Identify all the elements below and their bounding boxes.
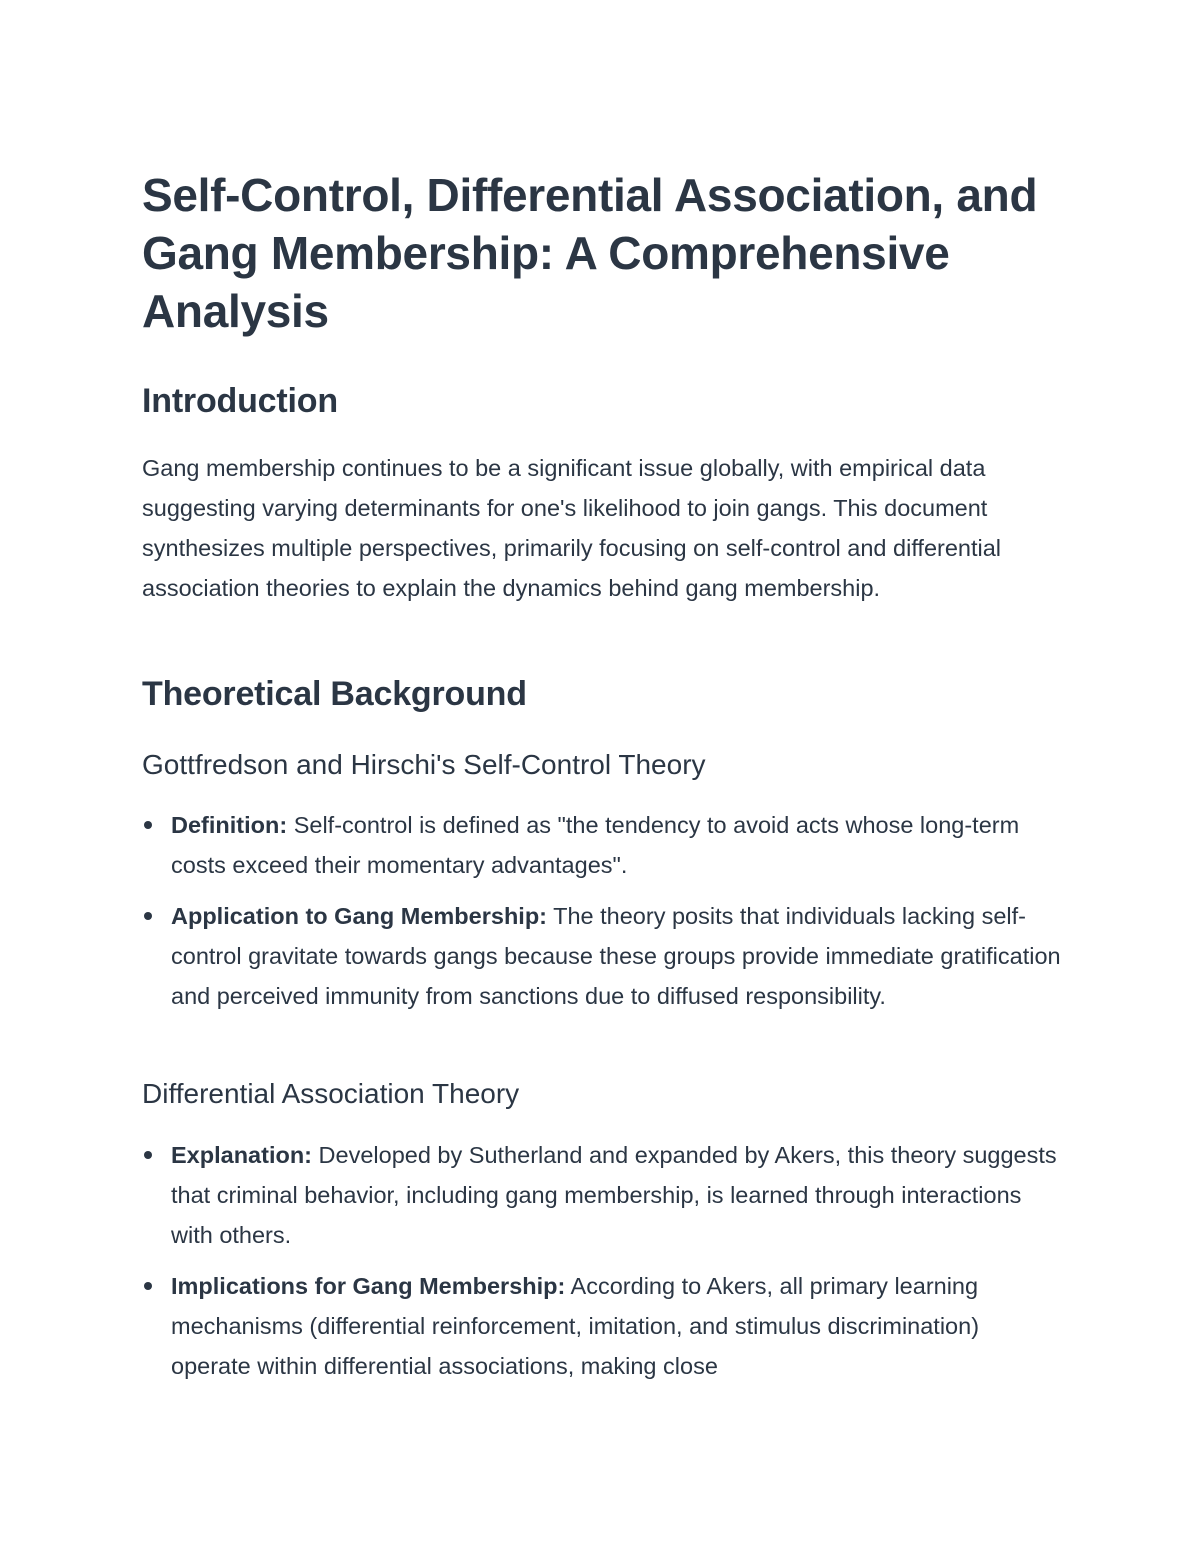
introduction-heading: Introduction (142, 382, 338, 420)
bullet-icon (144, 1151, 152, 1159)
list-item-text: Developed by Sutherland and expanded by Akers, this theory suggests that criminal behavior, including gang membership, is learned through interactions with others. (171, 1142, 1057, 1248)
introduction-paragraph: Gang membership continues to be a significant issue globally, with empirical data suggesting varying determinants for one's likelihood to join gangs. This document synthesizes multiple perspectives, primarily focusing on self-control and differential association theories to explain the dynamics behind gang membership. (142, 455, 1002, 601)
list-item (142, 805, 1062, 885)
self-control-theory-heading: Gottfredson and Hirschi's Self-Control Theory (142, 749, 706, 780)
list-item-text: According to Akers, all primary learning mechanisms (differential reinforcement, imitation, and stimulus discrimination) operate within differential associations, making close (171, 1273, 980, 1379)
list-item-term: Explanation: (171, 1142, 313, 1168)
list-item (142, 1135, 1062, 1255)
list-item (142, 1266, 1062, 1386)
bullet-icon (144, 1282, 152, 1290)
document-title: Self-Control, Differential Association, and Gang Membership: A Comprehensive Analysis (142, 169, 1038, 337)
list-item-text: The theory posits that individuals lacking self-control gravitate towards gangs because these groups provide immediate gratification and perceived immunity from sanctions due to diffused responsibility. (171, 903, 1061, 1009)
list-item-term: Implications for Gang Membership: (171, 1273, 566, 1299)
bullet-icon (144, 821, 152, 829)
self-control-list (142, 805, 1062, 1027)
differential-association-list (142, 1135, 1062, 1397)
list-item (142, 896, 1062, 1016)
bullet-icon (144, 912, 152, 920)
list-item-text: Self-control is defined as "the tendency to avoid acts whose long-term costs exceed their momentary advantages". (171, 812, 1020, 878)
list-item-term: Definition: (171, 812, 288, 838)
list-item-term: Application to Gang Membership: (171, 903, 548, 929)
theoretical-background-heading: Theoretical Background (142, 675, 527, 713)
differential-association-heading: Differential Association Theory (142, 1078, 520, 1109)
